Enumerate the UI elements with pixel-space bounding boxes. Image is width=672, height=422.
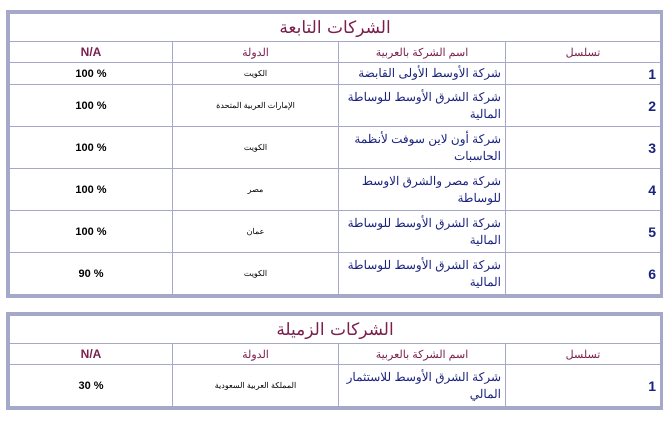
serial-cell: 1: [506, 63, 661, 85]
share-cell: 100 %: [10, 85, 173, 127]
serial-cell: 2: [506, 85, 661, 127]
share-cell: 30 %: [10, 365, 173, 407]
header-company-name: اسم الشركة بالعربية: [339, 42, 506, 63]
header-serial: تسلسل: [506, 344, 661, 365]
table-row: [10, 211, 661, 253]
table-row: [10, 365, 661, 407]
header-share: N/A: [10, 344, 173, 365]
company-name-cell: شركة الشرق الأوسط للوساطة المالية: [339, 85, 506, 127]
serial-cell: 6: [506, 253, 661, 295]
serial-cell: 1: [506, 365, 661, 407]
subsidiaries-table: [9, 13, 661, 295]
subsidiaries-panel: [6, 10, 663, 298]
table-row: [10, 127, 661, 169]
associates-table: [9, 315, 661, 407]
share-cell: 100 %: [10, 127, 173, 169]
serial-cell: 4: [506, 169, 661, 211]
serial-cell: 5: [506, 211, 661, 253]
company-name-cell: شركة مصر والشرق الاوسط للوساطة: [339, 169, 506, 211]
country-cell: عمان: [173, 211, 339, 253]
country-cell: الكويت: [173, 253, 339, 295]
subsidiaries-title: الشركات التابعة: [10, 14, 661, 42]
table-row: [10, 253, 661, 295]
company-name-cell: شركة الأوسط الأولى القابضة: [339, 63, 506, 85]
header-share: N/A: [10, 42, 173, 63]
company-name-cell: شركة أون لاين سوفت لأنظمة الحاسبات: [339, 127, 506, 169]
company-name-cell: شركة الشرق الأوسط للوساطة المالية: [339, 211, 506, 253]
share-cell: 100 %: [10, 211, 173, 253]
share-cell: 90 %: [10, 253, 173, 295]
company-name-cell: شركة الشرق الأوسط للاستثمار المالي: [339, 365, 506, 407]
country-cell: الكويت: [173, 63, 339, 85]
country-cell: المملكة العربية السعودية: [173, 365, 339, 407]
table-row: [10, 85, 661, 127]
share-cell: 100 %: [10, 63, 173, 85]
table-row: [10, 169, 661, 211]
header-country: الدولة: [173, 42, 339, 63]
share-cell: 100 %: [10, 169, 173, 211]
header-country: الدولة: [173, 344, 339, 365]
table-row: [10, 63, 661, 85]
country-cell: مصر: [173, 169, 339, 211]
associates-panel: [6, 312, 663, 410]
associates-title: الشركات الزميلة: [10, 316, 661, 344]
header-company-name: اسم الشركة بالعربية: [339, 344, 506, 365]
country-cell: الإمارات العربية المتحدة: [173, 85, 339, 127]
header-serial: تسلسل: [506, 42, 661, 63]
company-name-cell: شركة الشرق الأوسط للوساطة المالية: [339, 253, 506, 295]
country-cell: الكويت: [173, 127, 339, 169]
serial-cell: 3: [506, 127, 661, 169]
